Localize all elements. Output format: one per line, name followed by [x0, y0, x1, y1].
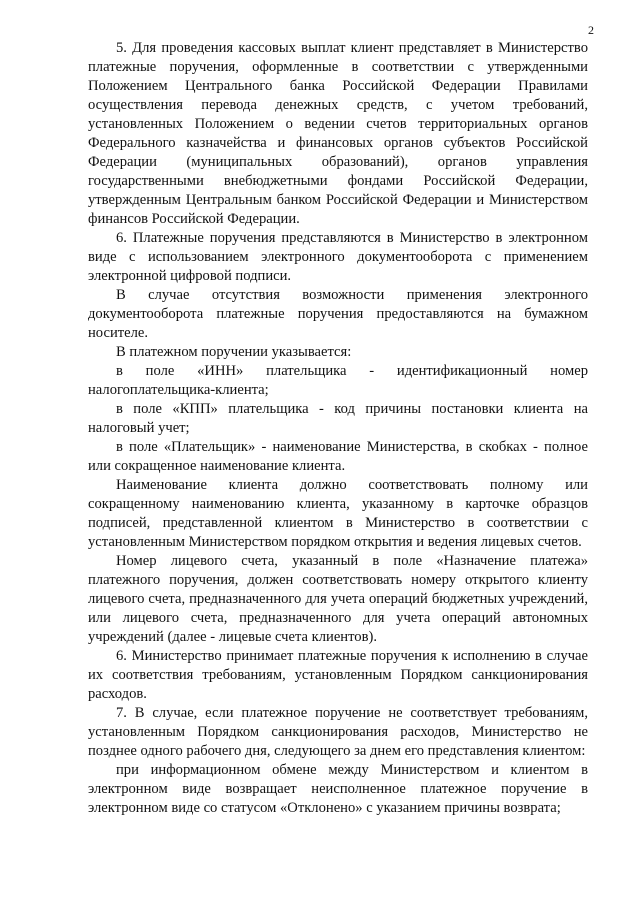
paragraph-inn-field: в поле «ИНН» плательщика - идентификационный номер налогоплательщика-клиента; [88, 363, 588, 398]
paragraph-paper-carrier: В случае отсутствия возможности применения электронного документооборота платежные поручения предоставляются на бумажном носителе. [88, 287, 588, 341]
paragraph-electronic-return: при информационном обмене между Министерством и клиентом в электронном виде возвращает неисполненное платежное поручение в электронном виде со статусом «Отклонено» с указанием причины возврата; [88, 762, 588, 816]
paragraph-payer-field: в поле «Плательщик» - наименование Министерства, в скобках - полное или сокращенное наименование клиента. [88, 439, 588, 474]
paragraph-account-number: Номер лицевого счета, указанный в поле «Назначение платежа» платежного поручения, должен соответствовать номеру открытого клиенту лицевого счета, предназначенного для учета операций бюджетных учреждений, или лицевого счета, предназначенного для учета операций автономных учреждений (далее - лицевые счета клиентов). [88, 553, 588, 645]
document-body [88, 39, 588, 818]
paragraph-payment-order-fields: В платежном поручении указывается: [116, 344, 352, 360]
paragraph-item-6: 6. Платежные поручения представляются в Министерство в электронном виде с использованием электронного документооборота с применением электронной цифровой подписи. [88, 230, 588, 284]
page-number: 2 [588, 23, 594, 37]
paragraph-acceptance: 6. Министерство принимает платежные поручения к исполнению в случае их соответствия требованиям, установленным Порядком санкционирования расходов. [88, 648, 588, 702]
paragraph-item-7: 7. В случае, если платежное поручение не соответствует требованиям, установленным Порядком санкционирования расходов, Министерство не позднее одного рабочего дня, следующего за днем его представления клиентом: [88, 705, 588, 759]
paragraph-kpp-field: в поле «КПП» плательщика - код причины постановки клиента на налоговый учет; [88, 401, 588, 436]
paragraph-client-name: Наименование клиента должно соответствовать полному или сокращенному наименованию клиента, указанному в карточке образцов подписей, представленной клиентом в Министерство в соответствии с установленным Министерством порядком открытия и ведения лицевых счетов. [88, 477, 588, 550]
paragraph-item-5: 5. Для проведения кассовых выплат клиент представляет в Министерство платежные поручения, оформленные в соответствии с утвержденными Положением Центрального банка Российской Федерации Правилами осуществления перевода денежных средств, с учетом требований, установленных Положением о ведении счетов территориальных органов Федерального казначейства и финансовых органов субъектов Российской Федерации (муниципальных образований), органов управления государственными внебюджетными фондами Российской Федерации, утвержденным Центральным банком Российской Федерации и Министерством финансов Российской Федерации. [88, 40, 588, 227]
